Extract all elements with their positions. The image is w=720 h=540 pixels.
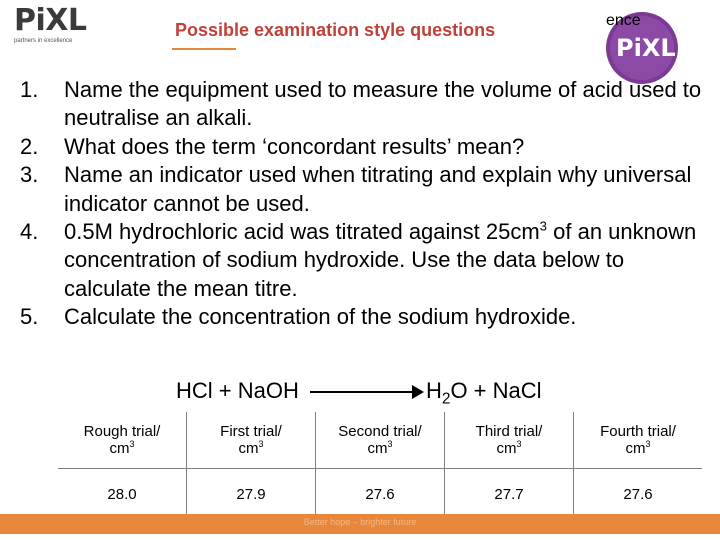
table-cell: 27.6 [574,469,703,520]
question-number: 3. [20,162,39,188]
page-title: Possible examination style questions [175,20,496,40]
pixl-logo [14,3,94,52]
table-header-cell: Fourth trial/ $cm^3$ [574,412,703,469]
table-header-row [58,412,702,469]
question-number: 2. [20,133,39,159]
badge-caption: ence [606,12,641,29]
table-cell: 28.0 [107,485,137,503]
question-number: 1. [20,77,39,102]
products-part-a: H [426,378,442,403]
question-text: Name the equipment used to measure the volume of acid used to neutralise an alkali. [64,77,702,131]
question-number: 4. [20,219,39,245]
products-subscript: 2 [441,390,451,408]
equation-products [426,378,542,408]
question-text-a: 0.5M hydrochloric acid was titrated against 25cm [64,219,540,245]
question-number: 5. [20,304,39,330]
table-row [58,469,702,520]
question-text: Name an indicator used when titrating and explain why universal indicator cannot be used. [64,162,692,216]
superscript: 3 [539,218,548,234]
reaction-arrow [310,391,420,393]
equation-reactants: HCl + NaOH [176,378,299,403]
reaction-arrowhead [412,385,424,399]
question-list [20,76,710,332]
table-cell: 27.6 [316,469,445,520]
titration-table [58,412,702,519]
title-underline [172,48,236,50]
question-text: Calculate the concentration of the sodium hydroxide. [64,304,577,330]
table-cell: 27.9 [187,469,316,520]
badge-wordmark: PiXL [616,34,676,62]
question-item [20,218,710,303]
question-item [20,76,710,133]
logo-wordmark: PiXL [14,3,87,38]
question-text: What does the term ‘concordant results’ mean? [64,133,525,159]
logo-tagline: partners in excellence [14,38,73,44]
question-text-b: of an unknown concentration of sodium hydroxide. Use the data below to calculate the mean titre. [64,219,697,301]
question-item [20,303,710,331]
footer-slogan: Better hope – brighter future [303,517,417,527]
products-part-b: O + NaCl [450,378,542,403]
question-item [20,161,710,218]
table-header-cell: Second trial/ $cm^3$ [316,412,445,469]
table-header-cell: First trial/ $cm^3$ [187,412,316,469]
table-header-cell: Rough trial/ $cm^3$ [58,412,187,469]
table-header-cell: Third trial/ $cm^3$ [445,412,574,469]
table-cell: 27.7 [445,469,574,520]
question-item [20,133,710,161]
